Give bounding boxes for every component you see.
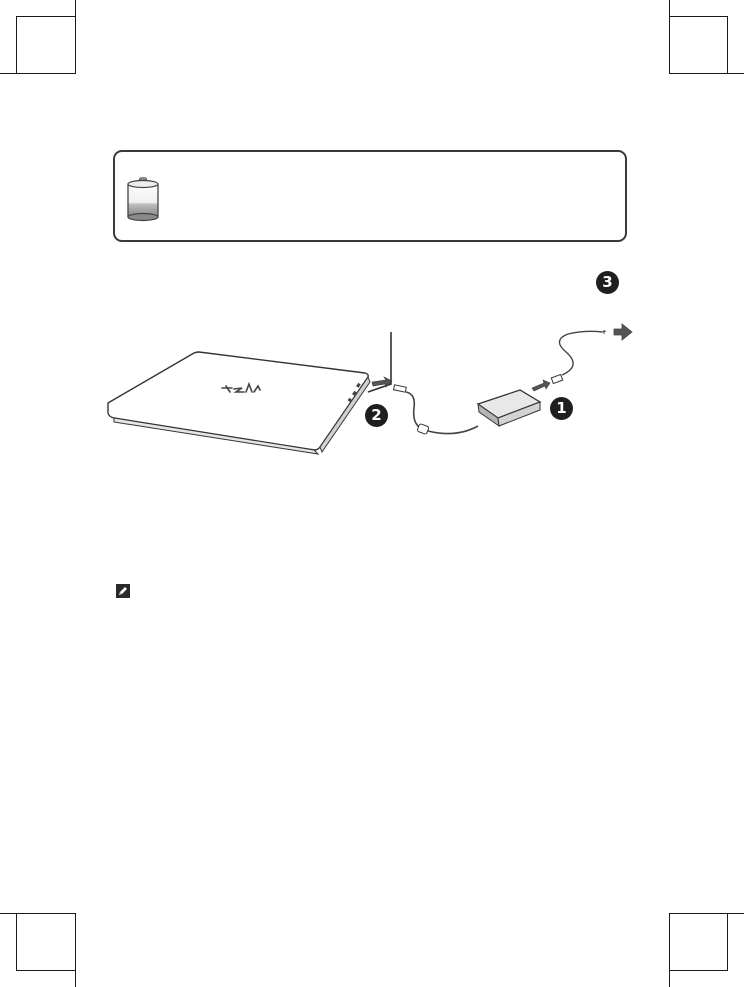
crop-mark-top-right-v2 (727, 16, 728, 74)
note-pencil-icon (116, 584, 130, 598)
ac-adapter-connection-illustration (106, 322, 646, 462)
step-3-badge: 3 (596, 271, 619, 294)
crop-mark-top-left-h (0, 73, 75, 74)
crop-mark-top-left-h2 (16, 16, 76, 17)
crop-mark-top-right-h (669, 73, 744, 74)
battery-notice-box (113, 150, 627, 242)
crop-mark-top-left-v (75, 0, 76, 74)
crop-mark-bottom-right-v2 (727, 913, 728, 971)
step-1-badge: 1 (550, 397, 573, 420)
crop-mark-bottom-right-h2 (669, 970, 728, 971)
crop-mark-bottom-right-h (669, 913, 744, 914)
crop-mark-top-right-h2 (669, 16, 728, 17)
crop-mark-top-right-v (669, 0, 670, 74)
battery-charging-icon (125, 176, 161, 224)
crop-mark-bottom-left-v2 (16, 913, 17, 971)
crop-mark-top-left-v2 (16, 16, 17, 74)
crop-mark-bottom-left-h2 (16, 970, 76, 971)
crop-mark-bottom-left-v (75, 913, 76, 987)
crop-mark-bottom-left-h (0, 913, 75, 914)
crop-mark-bottom-right-v (669, 913, 670, 987)
arrow-right-icon (614, 324, 632, 340)
step-2-badge: 2 (365, 404, 388, 427)
laptop-illustration (108, 352, 370, 454)
